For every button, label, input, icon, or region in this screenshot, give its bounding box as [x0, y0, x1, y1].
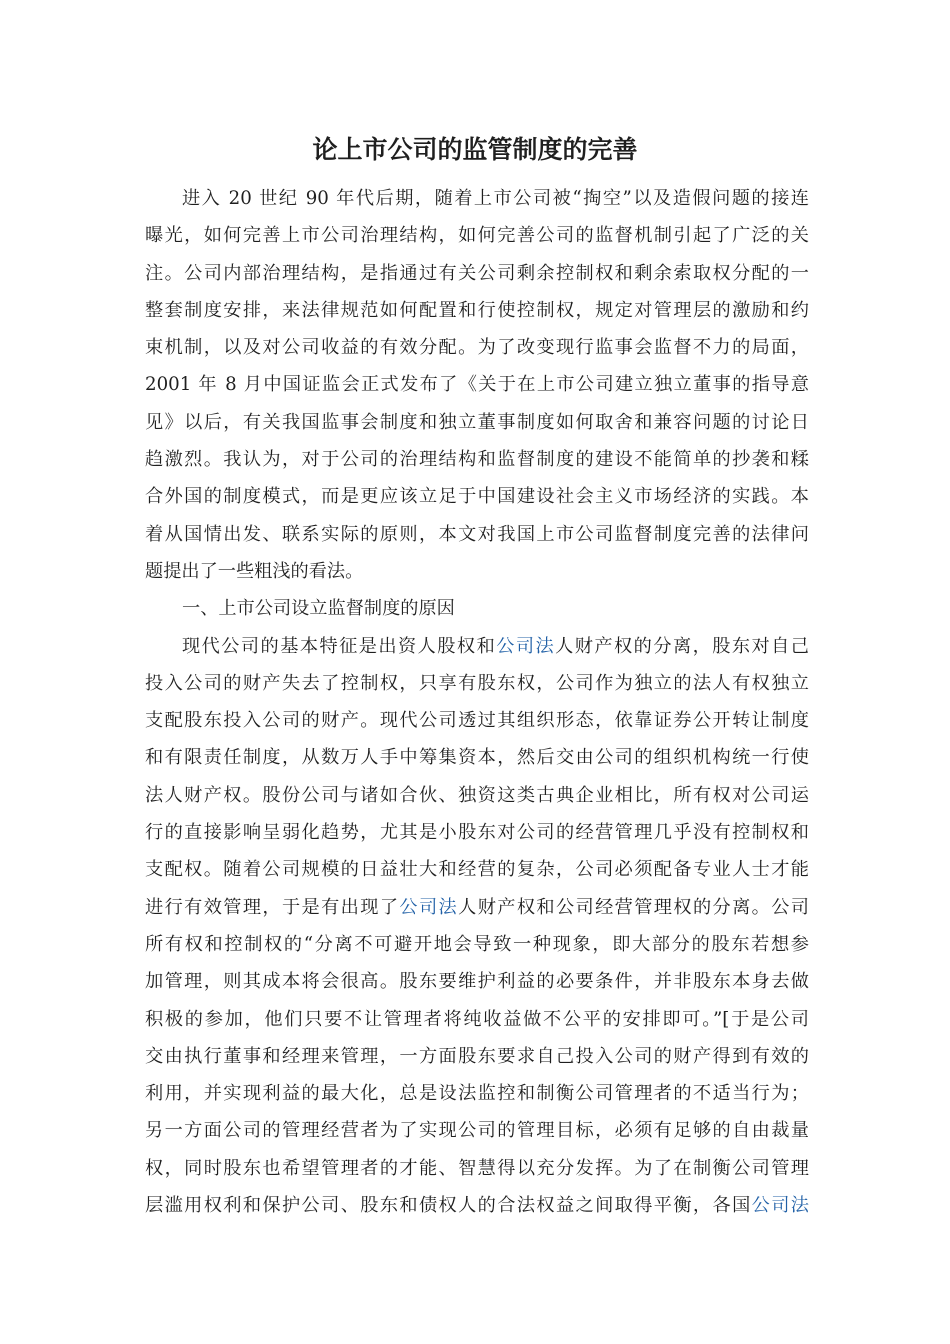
paragraph-line: 行的直接影响呈弱化趋势，尤其是小股东对公司的经营管理几乎没有控制权和: [145, 822, 809, 844]
document-body: [145, 180, 809, 1224]
paragraph-line: 注。公司内部治理结构，是指通过有关公司剩余控制权和剩余索取权分配的一: [145, 262, 809, 284]
paragraph-line: 进入 20 世纪 90 年代后期，随着上市公司被“掏空”以及造假问题的接连: [182, 188, 809, 209]
paragraph-line: 加管理，则其成本将会很高。股东要维护利益的必要条件，并非股东本身去做: [145, 971, 809, 993]
text-run: 进行有效管理，于是有出现了: [145, 896, 400, 918]
text-run: 层滥用权利和保护公司、股东和债权人的合法权益之间取得平衡，各国: [145, 1195, 752, 1217]
paragraph-line: 权，同时股东也希望管理者的才能、智慧得以充分发挥。为了在制衡公司管理: [145, 1157, 809, 1179]
paragraph-line: 整套制度安排，来法律规范如何配置和行使控制权，规定对管理层的激励和约: [145, 299, 809, 321]
company-law-link[interactable]: 公司法: [496, 635, 556, 657]
text-run: 现代公司的基本特征是出资人股权和: [182, 635, 497, 657]
paragraph-line: 曝光，如何完善上市公司治理结构，如何完善公司的监督机制引起了广泛的关: [145, 225, 809, 247]
paragraph-line: 利用，并实现利益的最大化，总是设法监控和制衡公司管理者的不适当行为；: [145, 1083, 809, 1105]
paragraph-line: [145, 889, 809, 926]
paragraph-line: 交由执行董事和经理来管理，一方面股东要求自己投入公司的财产得到有效的: [145, 1045, 809, 1067]
paragraph-line: 另一方面公司的管理经营者为了实现公司的管理目标，必须有足够的自由裁量: [145, 1120, 809, 1142]
paragraph-line: 投入公司的财产失去了控制权，只享有股东权，公司作为独立的法人有权独立: [145, 672, 809, 694]
paragraph-line: 束机制，以及对公司收益的有效分配。为了改变现行监事会监督不力的局面，: [145, 337, 809, 359]
paragraph-line: 着从国情出发、联系实际的原则，本文对我国上市公司监督制度完善的法律问: [145, 523, 809, 545]
paragraph-line: 见》以后，有关我国监事会制度和独立董事制度如何取舍和兼容问题的讨论日: [145, 411, 809, 433]
paragraph-line: 趋激烈。我认为，对于公司的治理结构和监督制度的建设不能简单的抄袭和糅: [145, 449, 809, 471]
company-law-link[interactable]: 公司法: [399, 896, 459, 918]
section-heading: 一、上市公司设立监督制度的原因: [182, 598, 455, 620]
paragraph-line: 合外国的制度模式，而是更应该立足于中国建设社会主义市场经济的实践。本: [145, 486, 809, 508]
document-title: 论上市公司的监管制度的完善: [312, 135, 638, 164]
paragraph-line: 和有限责任制度，从数万人手中筹集资本，然后交由公司的组织机构统一行使: [145, 747, 809, 769]
company-law-link[interactable]: 公司法: [751, 1195, 809, 1217]
paragraph-line: 2001 年 8 月中国证监会正式发布了《关于在上市公司建立独立董事的指导意: [145, 374, 809, 396]
paragraph-line: 法人财产权。股份公司与诸如合伙、独资这类古典企业相比，所有权对公司运: [145, 784, 809, 806]
paragraph-line: 支配股东投入公司的财产。现代公司透过其组织形态，依靠证券公开转让制度: [145, 710, 809, 732]
paragraph-line: 题提出了一些粗浅的看法。: [145, 560, 364, 582]
paragraph-line: 积极的参加，他们只要不让管理者将纯收益做不公平的安排即可。”[于是公司: [145, 1008, 809, 1030]
paragraph-line: 支配权。随着公司规模的日益壮大和经营的复杂，公司必须配备专业人士才能: [145, 859, 809, 881]
paragraph-line: [145, 628, 809, 665]
paragraph-line: [145, 1187, 809, 1224]
paragraph-line: 所有权和控制权的“分离不可避开地会导致一种现象，即大部分的股东若想参: [145, 933, 809, 955]
text-run: 人财产权和公司经营管理权的分离。公司: [458, 896, 809, 918]
text-run: 人财产权的分离，股东对自己: [555, 635, 809, 657]
